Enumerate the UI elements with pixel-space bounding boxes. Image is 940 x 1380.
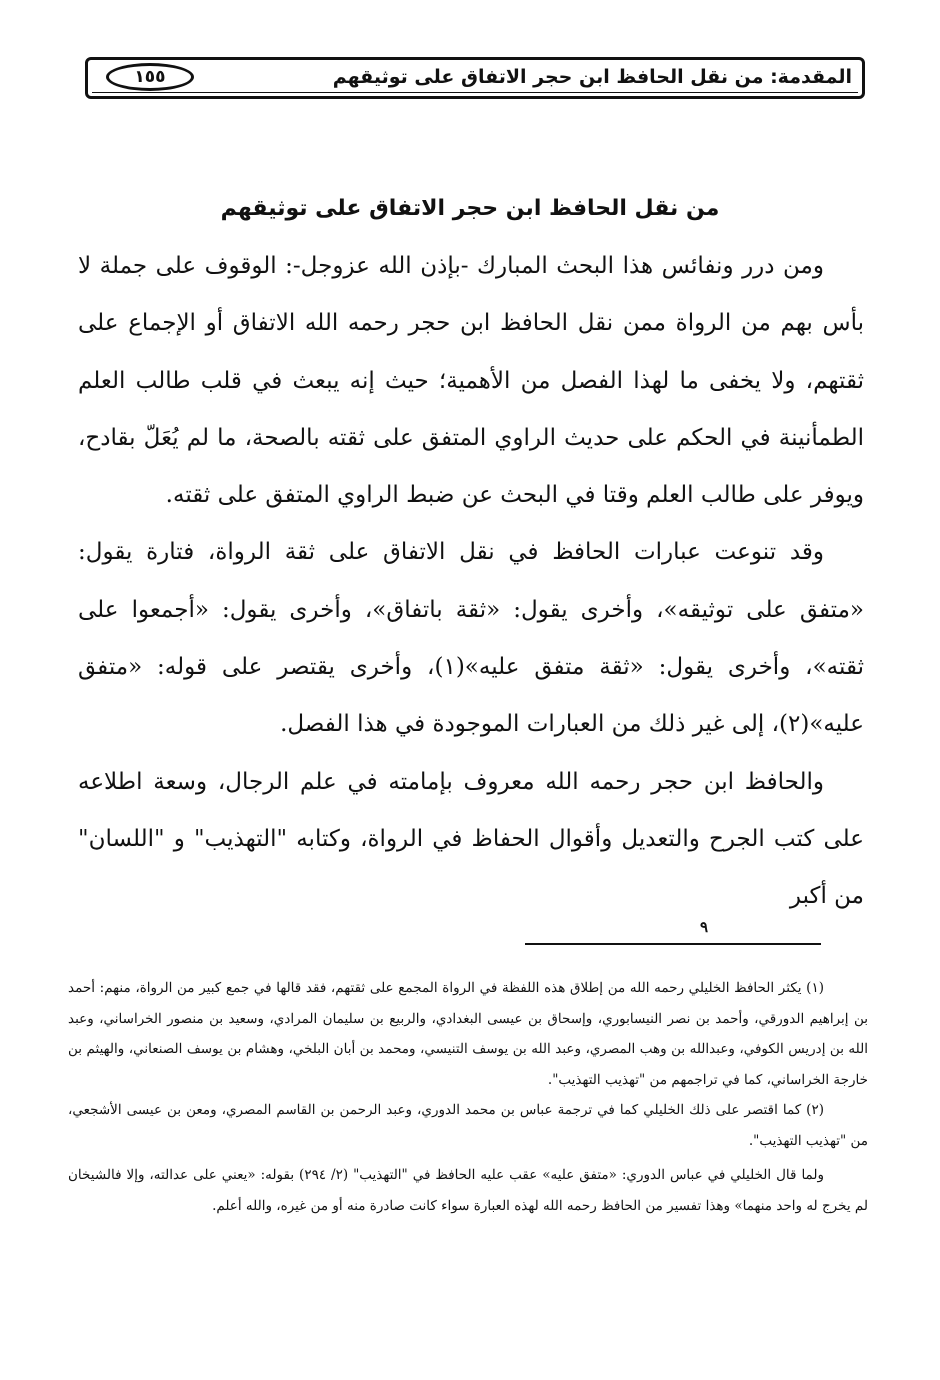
paragraph: والحافظ ابن حجر رحمه الله معروف بإمامته في علم الرجال، وسعة اطلاعه على كتب الجرح والتعديل وأقوال الحفاظ في الرواة، وكتابه "التهذيب" و "اللسان" من أكبر xyxy=(78,768,864,910)
footnote-continuation: ولما قال الخليلي في عباس الدوري: «متفق عليه» عقب عليه الحافظ في "التهذيب" (٢/ ٢٩٤) بقوله: «يعني على عدالته، وإلا فالشيخان لم يخرج له واحد منهما» وهذا تفسير من الحافظ رحمه الله لهذه العبارة سواء كانت صادرة منه أو من غيره، والله أعلم. xyxy=(68,1167,868,1214)
header-title: المقدمة: من نقل الحافظ ابن حجر الاتفاق على توثيقهم xyxy=(332,66,852,88)
main-text xyxy=(78,238,864,926)
footnote: (١) يكثر الحافظ الخليلي رحمه الله من إطلاق هذه اللفظة في الرواة المجمع على ثقتهم، فقد قالها في جمع كبير من الرواة، منهم: أحمد بن إبراهيم الدورقي، وأحمد بن نصر النيسابوري، وإسحاق بن عيسى البغدادي، والربيع بن سليمان المرادي، وسعيد بن منصور الخراساني، وعبد الله بن إدريس الكوفي، وعبدالله بن وهب المصري، وعبد الله بن يوسف التنيسي، ومحمد بن أبان البلخي، وهشام بن يوسف الصنعاني، والهيثم بن خارجة الخراساني، كما في تراجمهم من "تهذيب التهذيب". xyxy=(68,980,868,1088)
footnotes xyxy=(68,973,868,1221)
paragraph: ومن درر ونفائس هذا البحث المبارك -بإذن الله عزوجل-: الوقوف على جملة لا بأس بهم من الرواة ممن نقل الحافظ ابن حجر رحمه الله الاتفاق أو الإجماع على ثقتهم، ولا يخفى ما لهذا الفصل من الأهمية؛ حيث إنه يبعث في قلب طالب العلم الطمأنينة في الحكم على حديث الراوي المتفق على ثقته بالصحة، ما لم يُعَلّ بقادح، ويوفر على طالب العلم وقتا في البحث عن ضبط الراوي المتفق على ثقته. xyxy=(78,253,864,509)
footnote: (٢) كما اقتصر على ذلك الخليلي كما في ترجمة عباس بن محمد الدوري، وعبد الرحمن بن القاسم المصري، ومعن بن عيسى الأشجعي، من "تهذيب التهذيب". xyxy=(68,1102,868,1149)
section-title: من نقل الحافظ ابن حجر الاتفاق على توثيقهم xyxy=(220,196,720,221)
page-number: ١٥٥ xyxy=(106,63,194,91)
paragraph: وقد تنوعت عبارات الحافظ في نقل الاتفاق على ثقة الرواة، فتارة يقول: «متفق على توثيقه»، وأخرى يقول: «ثقة باتفاق»، وأخرى يقول: «أجمعوا على ثقته»، وأخرى يقول: «ثقة متفق عليه»(١)، وأخرى يقتصر على قوله: «متفق عليه»(٢)، إلى غير ذلك من العبارات الموجودة في هذا الفصل. xyxy=(78,539,864,738)
footnote-divider xyxy=(525,943,821,945)
running-header xyxy=(85,57,865,99)
page-mark: ٩ xyxy=(700,918,709,936)
